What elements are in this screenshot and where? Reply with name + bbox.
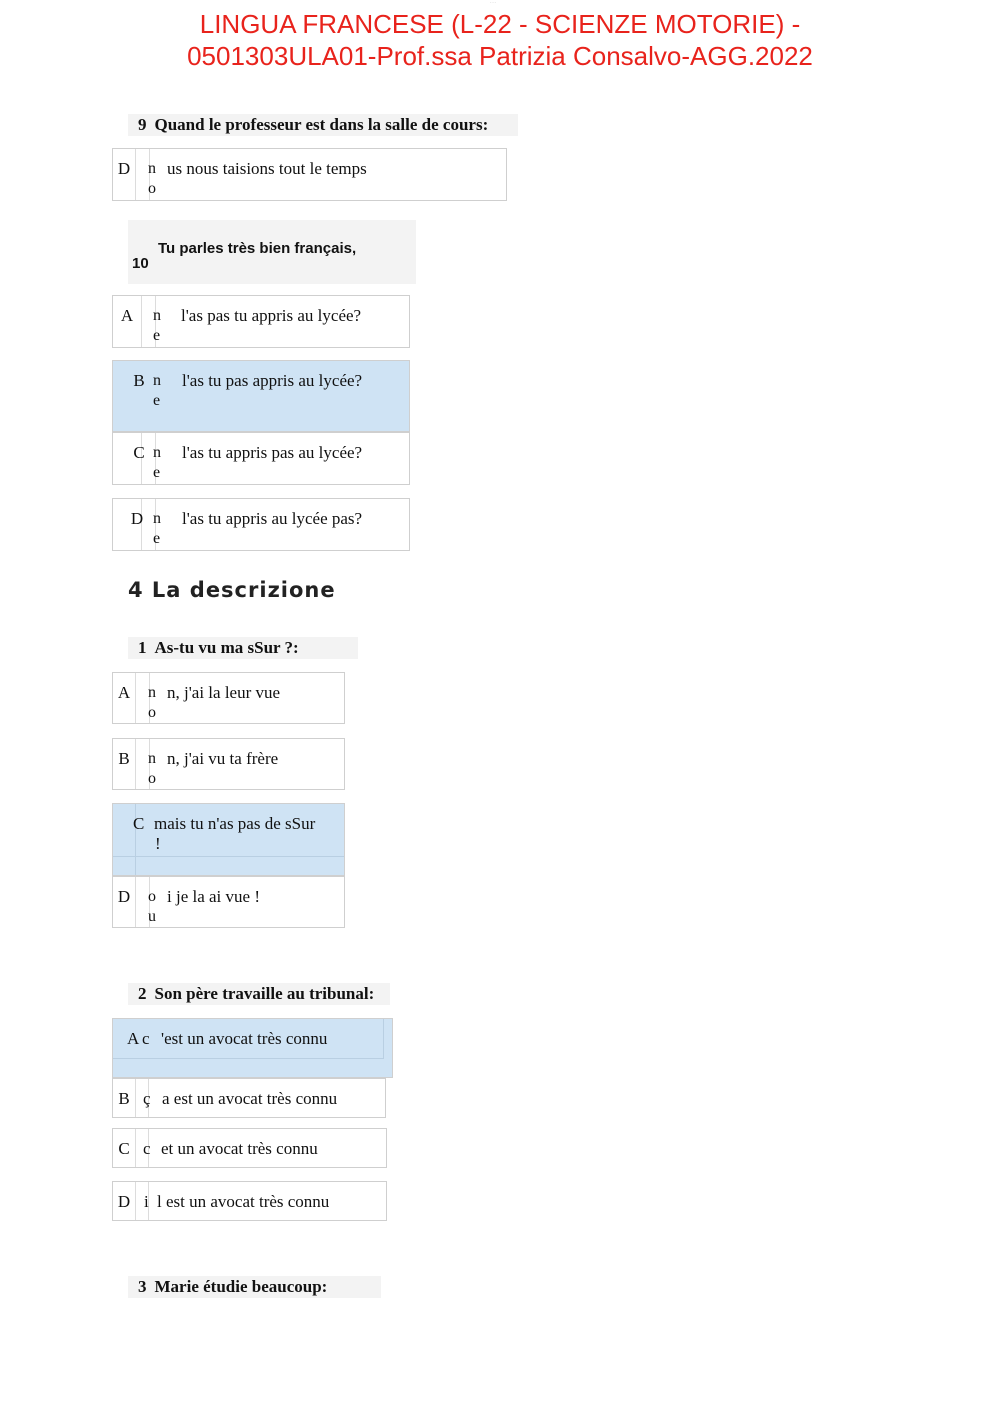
option-letter: B	[118, 749, 130, 768]
option-letter: D	[117, 159, 131, 178]
option-text: l'as tu pas appris au lycée?	[182, 371, 363, 390]
question-text: Quand le professeur est dans la salle de cours:	[154, 115, 489, 134]
question-number: 3	[138, 1277, 147, 1296]
answer-option-c[interactable]	[112, 1128, 387, 1168]
option-letter: D	[117, 887, 131, 906]
answer-option-a[interactable]	[112, 1018, 393, 1078]
option-text: n, j'ai vu ta frère	[167, 749, 279, 768]
option-letter: C	[133, 814, 145, 833]
answer-option-d[interactable]	[112, 876, 345, 928]
question-2-header	[128, 983, 390, 1005]
answer-option-a[interactable]	[112, 295, 410, 348]
answer-option-d[interactable]	[112, 1181, 387, 1221]
page-title-line2: 0501303ULA01-Prof.ssa Patrizia Consalvo-AGG.2022	[187, 41, 813, 71]
option-fragment: i	[144, 1192, 149, 1211]
section-title: 4 La descrizione	[128, 578, 336, 602]
option-text: a est un avocat très connu	[162, 1089, 338, 1108]
option-letter: A	[120, 306, 134, 325]
option-letter: A	[117, 683, 131, 702]
option-letter: C	[133, 443, 145, 462]
question-1-header	[128, 637, 358, 659]
answer-option-b[interactable]	[112, 738, 345, 790]
question-3-header	[128, 1276, 381, 1298]
option-letter: B	[118, 1089, 130, 1108]
option-letter: C	[118, 1139, 130, 1158]
option-text: l'as pas tu appris au lycée?	[181, 306, 362, 325]
question-number: 1	[138, 638, 147, 657]
question-number: 2	[138, 984, 147, 1003]
option-fragment: ou	[148, 888, 156, 925]
option-fragment: ç	[143, 1089, 151, 1108]
answer-option-b[interactable]	[112, 360, 410, 432]
option-fragment: ne	[153, 444, 161, 481]
option-letter: A	[127, 1029, 140, 1048]
question-text: As-tu vu ma sSur ?:	[154, 638, 299, 657]
answer-option-d[interactable]	[112, 148, 507, 201]
option-text: n, j'ai la leur vue	[167, 683, 281, 702]
question-number: 9	[138, 115, 147, 134]
page-top-mark: - - -	[490, 0, 496, 5]
option-fragment: ne	[153, 372, 161, 409]
option-fragment: c	[143, 1139, 151, 1158]
page-title-line1: LINGUA FRANCESE (L-22 - SCIENZE MOTORIE) -	[199, 9, 801, 39]
option-letter: D	[117, 1192, 131, 1211]
page-title	[0, 8, 1000, 72]
option-fragment: ne	[153, 307, 161, 344]
question-text: Son père travaille au tribunal:	[154, 984, 375, 1003]
option-text: et un avocat très connu	[161, 1139, 318, 1158]
option-letter: D	[130, 509, 144, 528]
option-fragment: no	[148, 160, 156, 197]
answer-option-b[interactable]	[112, 1078, 386, 1118]
question-9-header	[128, 114, 518, 136]
option-text: l'as tu appris pas au lycée?	[182, 443, 363, 462]
option-text-continued: !	[155, 834, 161, 853]
option-text: i je la ai vue !	[167, 887, 260, 906]
option-fragment: c	[142, 1029, 150, 1048]
answer-option-c[interactable]	[112, 432, 410, 485]
option-text: mais tu n'as pas de sSur	[154, 814, 316, 833]
option-text: 'est un avocat très connu	[161, 1029, 328, 1048]
option-fragment: ne	[153, 510, 161, 547]
option-text: l'as tu appris au lycée pas?	[182, 509, 363, 528]
option-text: l est un avocat très connu	[157, 1192, 330, 1211]
answer-option-d[interactable]	[112, 498, 410, 551]
question-10-header	[128, 220, 416, 284]
option-fragment: no	[148, 750, 156, 787]
answer-option-c[interactable]	[112, 803, 345, 876]
answer-option-a[interactable]	[112, 672, 345, 724]
option-fragment: no	[148, 684, 156, 721]
option-letter: B	[133, 371, 145, 390]
option-text: us nous taisions tout le temps	[167, 159, 367, 178]
question-number: 10	[132, 255, 149, 272]
question-text: Marie étudie beaucoup:	[154, 1277, 328, 1296]
question-text: Tu parles très bien français,	[158, 240, 357, 257]
